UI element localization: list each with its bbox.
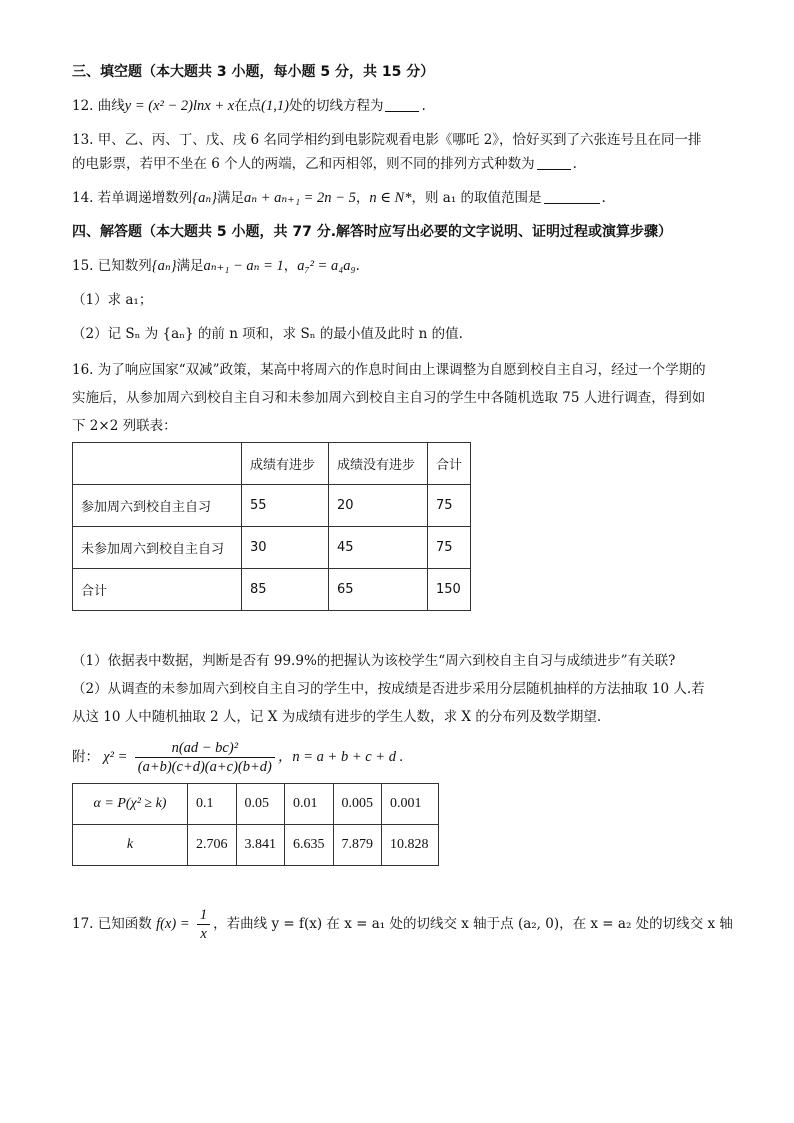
table-cell: 0.01 xyxy=(285,784,334,825)
q17-text-pre: 已知函数 xyxy=(97,916,152,932)
table-row xyxy=(73,784,439,825)
table-cell: 55 xyxy=(242,485,329,527)
q17-function-denominator: x xyxy=(200,926,207,942)
section-heading-answer: 四、解答题（本大题共 5 小题，共 77 分.解答时应写出必要的文字说明、证明过程或演算步骤） xyxy=(72,224,673,240)
q14-domain: n ∈ N* xyxy=(369,190,412,206)
q12-curve-formula: y = (x² − 2)lnx + x xyxy=(124,98,235,114)
q17-text: ，若曲线 y = f(x) 在 x = a₁ 处的切线交 x 轴于点 (a₂, 0)，在 x = a₂ 处的切线交 x 轴 xyxy=(213,916,733,932)
table-row xyxy=(73,825,439,866)
q16-part-2-line-1: （2）从调查的未参加周六到校自主自习的学生中，按成绩是否进步采用分层随机抽样的方法抽取 10 人.若 xyxy=(72,681,705,697)
table-cell: 75 xyxy=(428,527,471,569)
q17-function-fraction xyxy=(197,906,210,943)
table-cell: 75 xyxy=(428,485,471,527)
q12-answer-blank[interactable] xyxy=(385,97,419,112)
table-row xyxy=(73,569,471,611)
table-header-cell: 成绩没有进步 xyxy=(329,443,428,485)
table-cell: 45 xyxy=(329,527,428,569)
q15-text-mid: 满足 xyxy=(176,258,204,274)
table-header-cell: 合计 xyxy=(428,443,471,485)
q14-condition: aₙ + aₙ₊₁ = 2n − 5 xyxy=(244,190,356,206)
question-13-line-2 xyxy=(72,154,724,174)
table-row xyxy=(73,527,471,569)
table-cell: 0.005 xyxy=(333,784,382,825)
question-12 xyxy=(72,96,724,116)
alpha-label-cell: α = P(χ² ≥ k) xyxy=(73,784,188,825)
table-cell: 参加周六到校自主自习 xyxy=(73,485,242,527)
question-14 xyxy=(72,188,724,208)
q14-answer-blank[interactable] xyxy=(544,189,600,204)
table-cell: 10.828 xyxy=(382,825,439,866)
q15-text-pre: 已知数列 xyxy=(97,258,152,274)
q16-part-1: （1）依据表中数据，判断是否有 99.9%的把握认为该校学生“周六到校自主自习与成绩进步”有关联? xyxy=(72,653,676,669)
q17-number: 17. xyxy=(72,916,94,932)
q14-period: . xyxy=(601,190,606,206)
q12-period: . xyxy=(421,98,426,114)
chi-square-denominator: (a+b)(c+d)(a+c)(b+d) xyxy=(137,759,272,775)
table-cell: 150 xyxy=(428,569,471,611)
table-cell: 20 xyxy=(329,485,428,527)
q15-sequence: {aₙ} xyxy=(151,258,177,274)
q14-sequence: {aₙ} xyxy=(192,190,218,206)
q13-period: . xyxy=(572,156,577,172)
chi-square-formula xyxy=(72,737,724,777)
table-row xyxy=(73,485,471,527)
table-header-cell xyxy=(73,443,242,485)
question-16-line-1: 16. 为了响应国家“双减”政策，某高中将周六的作息时间由上课调整为自愿到校自主自习，经过一个学期的 xyxy=(72,362,706,378)
q14-comma: ， xyxy=(355,190,370,206)
table-cell: 30 xyxy=(242,527,329,569)
chi-square-lhs: χ² = xyxy=(103,749,128,765)
chi-square-fraction xyxy=(135,739,275,776)
section-heading-fill-blank: 三、填空题（本大题共 3 小题，每小题 5 分，共 15 分） xyxy=(72,64,435,80)
q14-text-post: ，则 a₁ 的取值范围是 xyxy=(411,190,542,206)
q14-text-pre: 若单调递增数列 xyxy=(97,190,193,206)
n-definition: ，n = a + b + c + d . xyxy=(277,749,404,765)
table-cell: 65 xyxy=(329,569,428,611)
critical-value-table xyxy=(72,783,439,866)
q12-point: (1,1) xyxy=(261,98,289,114)
chi-square-numerator: n(ad − bc)² xyxy=(135,739,275,758)
q14-text-mid: 满足 xyxy=(217,190,245,206)
q16-part-2-line-2: 从这 10 人中随机抽取 2 人，记 X 为成绩有进步的学生人数，求 X 的分布列及数学期望. xyxy=(72,709,602,725)
table-cell: 3.841 xyxy=(236,825,285,866)
question-13-line-1: 13. 甲、乙、丙、丁、戊、戌 6 名同学相约到电影院观看电影《哪吒 2》，恰好买到了六张连号且在同一排 xyxy=(72,132,702,148)
q15-number: 15. xyxy=(72,258,94,274)
appendix-label: 附： xyxy=(72,749,99,765)
exam-page xyxy=(72,62,733,958)
table-cell: 0.05 xyxy=(236,784,285,825)
q12-number: 12. xyxy=(72,98,94,114)
q15-part-2: （2）记 Sₙ 为 {aₙ} 的前 n 项和，求 Sₙ 的最小值及此时 n 的值. xyxy=(72,326,463,342)
table-cell: 0.1 xyxy=(188,784,237,825)
question-15 xyxy=(72,256,724,276)
table-cell: 合计 xyxy=(73,569,242,611)
table-header-cell: 成绩有进步 xyxy=(242,443,329,485)
q15-comma: ， xyxy=(283,258,298,274)
k-label-cell: k xyxy=(73,825,188,866)
table-cell: 85 xyxy=(242,569,329,611)
q15-part-1: （1）求 a₁； xyxy=(72,292,153,308)
q17-function-numerator: 1 xyxy=(197,906,210,925)
table-cell: 2.706 xyxy=(188,825,237,866)
table-cell: 6.635 xyxy=(285,825,334,866)
table-cell: 0.001 xyxy=(382,784,439,825)
contingency-table xyxy=(72,442,471,611)
table-cell: 7.879 xyxy=(333,825,382,866)
q13-text: 的电影票，若甲不坐在 6 个人的两端，乙和丙相邻，则不同的排列方式种数为 xyxy=(72,156,535,172)
q15-condition-2: a₇² = a₄a₉ xyxy=(297,258,356,274)
q12-text-pre: 曲线 xyxy=(97,98,125,114)
q15-period: . xyxy=(355,258,360,274)
question-17 xyxy=(72,904,733,944)
table-header-row xyxy=(73,443,471,485)
question-16-line-3: 下 2×2 列联表： xyxy=(72,418,177,434)
q17-function-lhs: f(x) = xyxy=(156,916,190,932)
q15-condition-1: aₙ₊₁ − aₙ = 1 xyxy=(203,258,284,274)
q12-text-mid: 在点 xyxy=(234,98,262,114)
q12-text-post: 处的切线方程为 xyxy=(288,98,384,114)
question-16-line-2: 实施后，从参加周六到校自主自习和未参加周六到校自主自习的学生中各随机选取 75 人进行调查，得到如 xyxy=(72,390,706,406)
q14-number: 14. xyxy=(72,190,94,206)
table-cell: 未参加周六到校自主自习 xyxy=(73,527,242,569)
q13-answer-blank[interactable] xyxy=(537,155,571,170)
